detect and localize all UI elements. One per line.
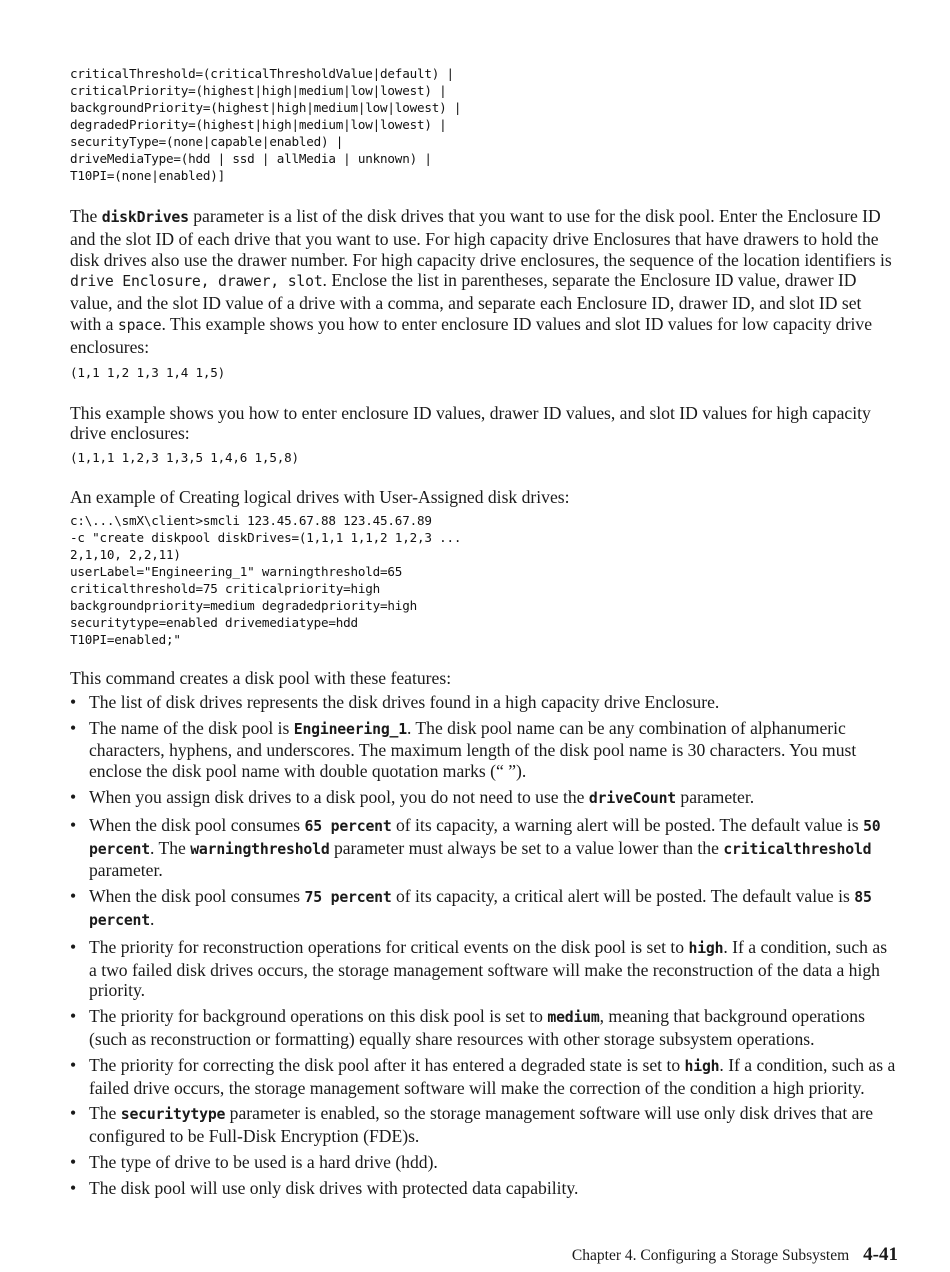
list-item [70,815,896,881]
text: parameter must always be set to a value lower than the [329,837,724,858]
background-priority-value: medium [547,1009,600,1027]
list-item [70,937,896,1001]
bullet: • [70,691,77,712]
features-intro: This command creates a disk pool with these features: [70,667,452,688]
document-page [70,0,896,1199]
param-securitytype: securitytype [120,1106,226,1124]
list-item [70,1152,896,1173]
text: The [89,1103,121,1124]
space-keyword: space [117,316,162,334]
chapter-title: Chapter 4. Configuring a Storage Subsystem [571,1247,850,1264]
text: parameter. [89,860,163,881]
location-sequence: drive Enclosure, drawer, slot [70,273,323,291]
text: . If a condition, such as a two failed disk drives occurs, the storage management software will make the reconstruction of the data a high priority. [89,936,888,1001]
text: The name of the disk pool is [89,717,294,738]
bullet: • [70,717,77,738]
example-low-capacity-code: (1,1 1,2 1,3 1,4 1,5) [70,364,226,380]
text: The type of drive to be used is a hard drive (hdd). [89,1151,438,1172]
bullet: • [70,1103,77,1124]
list-item [70,1178,896,1199]
list-item [70,787,896,810]
bullet: • [70,814,77,835]
page-footer [572,1244,898,1266]
text: . The disk pool name can be any combination of alphanumeric characters, hyphens, and underscores. The maximum length of the disk pool name is 30 characters. You must enclose the disk pool name with double quotation marks (“ ”). [89,717,857,782]
text: The priority for reconstruction operations for critical events on the disk pool is set to [89,936,689,957]
bullet: • [70,1151,77,1172]
param-drivecount: driveCount [588,789,676,807]
text: When you assign disk drives to a disk pool, you do not need to use the [89,786,589,807]
text: . [149,908,155,929]
list-item [70,886,896,932]
text: The priority for correcting the disk pool after it has entered a degraded state is set to [89,1054,685,1075]
syntax-continuation-code: criticalThreshold=(criticalThresholdValue|default) | criticalPriority=(highest|high|medium|low|lowest) | backgroundPriority=(highest|high|medium|low|lowest) | degradedPriority=(highest|high|medium|low|lowest) | securityType=(none|capable|enabled) | driveMediaType=(hdd | ssd | allMedia | unknown) | T10PI=(none|enabled)] [70,66,462,183]
page-number: 4-41 [863,1244,898,1265]
degraded-priority-value: high [684,1057,720,1075]
bullet: • [70,1006,77,1027]
text: parameter is enabled, so the storage management software will use only disk drives that are configured to be Full-Disk Encryption (FDE)s. [89,1103,874,1147]
bullet: • [70,786,77,807]
high-capacity-intro: This example shows you how to enter enclosure ID values, drawer ID values, and slot ID values for high capacity drive enclosures: [70,402,871,444]
text: of its capacity, a warning alert will be posted. The default value is [391,814,864,835]
text: , meaning that background operations (such as reconstruction or formatting) equally share resources with other storage subsystem operations. [89,1006,865,1049]
list-item [70,1103,896,1147]
list-item [70,1006,896,1050]
text: The list of disk drives represents the disk drives found in a high capacity drive Enclosure. [89,691,720,712]
text: The priority for background operations on this disk pool is set to [89,1006,548,1027]
default-critical-percent: 85 percent [89,889,872,929]
list-item [70,1055,896,1099]
text: parameter. [676,786,755,807]
example-high-capacity-code: (1,1,1 1,2,3 1,3,5 1,4,6 1,5,8) [70,450,299,466]
text: . Enclose the list in parentheses, separate the Enclosure ID value, drawer ID value, and the slot ID value of a drive with a comma, and separate each Enclosure ID, drawer ID, and slot ID set with a [70,270,862,334]
critical-percent: 75 percent [304,889,392,907]
list-item [70,692,896,713]
param-diskdrives: diskDrives [101,209,189,226]
bullet: • [70,936,77,957]
disk-drives-paragraph [70,206,896,358]
text: of its capacity, a critical alert will be posted. The default value is [391,886,855,907]
param-criticalthreshold: criticalthreshold [723,840,872,858]
text: parameter is a list of the disk drives that you want to use for the disk pool. Enter the Enclosure ID and the slot ID of each drive that you want to use. For high capacity drive Enclosures that have drawers to hold the disk drives also use the drawer number. For high capacity drive enclosures, the sequence of the location identifiers is [70,206,892,270]
text: . If a condition, such as a failed drive occurs, the storage management software will make the correction of the condition a high priority. [89,1054,896,1098]
example-intro: An example of Creating logical drives with User-Assigned disk drives: [70,487,570,508]
example-command-code: c:\...\smX\client>smcli 123.45.67.88 123.45.67.89 -c "create diskpool diskDrives=(1,1,1 1,1,2 1,2,3 ... 2,1,10, 2,2,11) userLabel="Engineering_1" warningthreshold=65 criticalthreshold=75 criticalpriority=high backgroundpriority=medium degradedpriority=high securitytype=enabled drivemediatype=hdd T10PI=enabled;" [70,512,462,647]
bullet: • [70,1177,77,1198]
text: . This example shows you how to enter enclosure ID values and slot ID values for low capacity drive enclosures: [70,313,873,357]
default-warning-percent: 50 percent [89,817,881,858]
warning-percent: 65 percent [304,817,392,835]
list-item [70,718,896,782]
bullet: • [70,886,77,907]
text: When the disk pool consumes [89,886,305,907]
feature-list [70,692,896,1199]
bullet: • [70,1054,77,1075]
text: . The [149,837,191,858]
text: The [70,206,102,226]
text: When the disk pool consumes [89,814,305,835]
param-warningthreshold: warningthreshold [190,840,330,858]
pool-name-value: Engineering_1 [293,720,407,738]
critical-priority-value: high [688,939,724,957]
text: The disk pool will use only disk drives with protected data capability. [89,1177,579,1198]
